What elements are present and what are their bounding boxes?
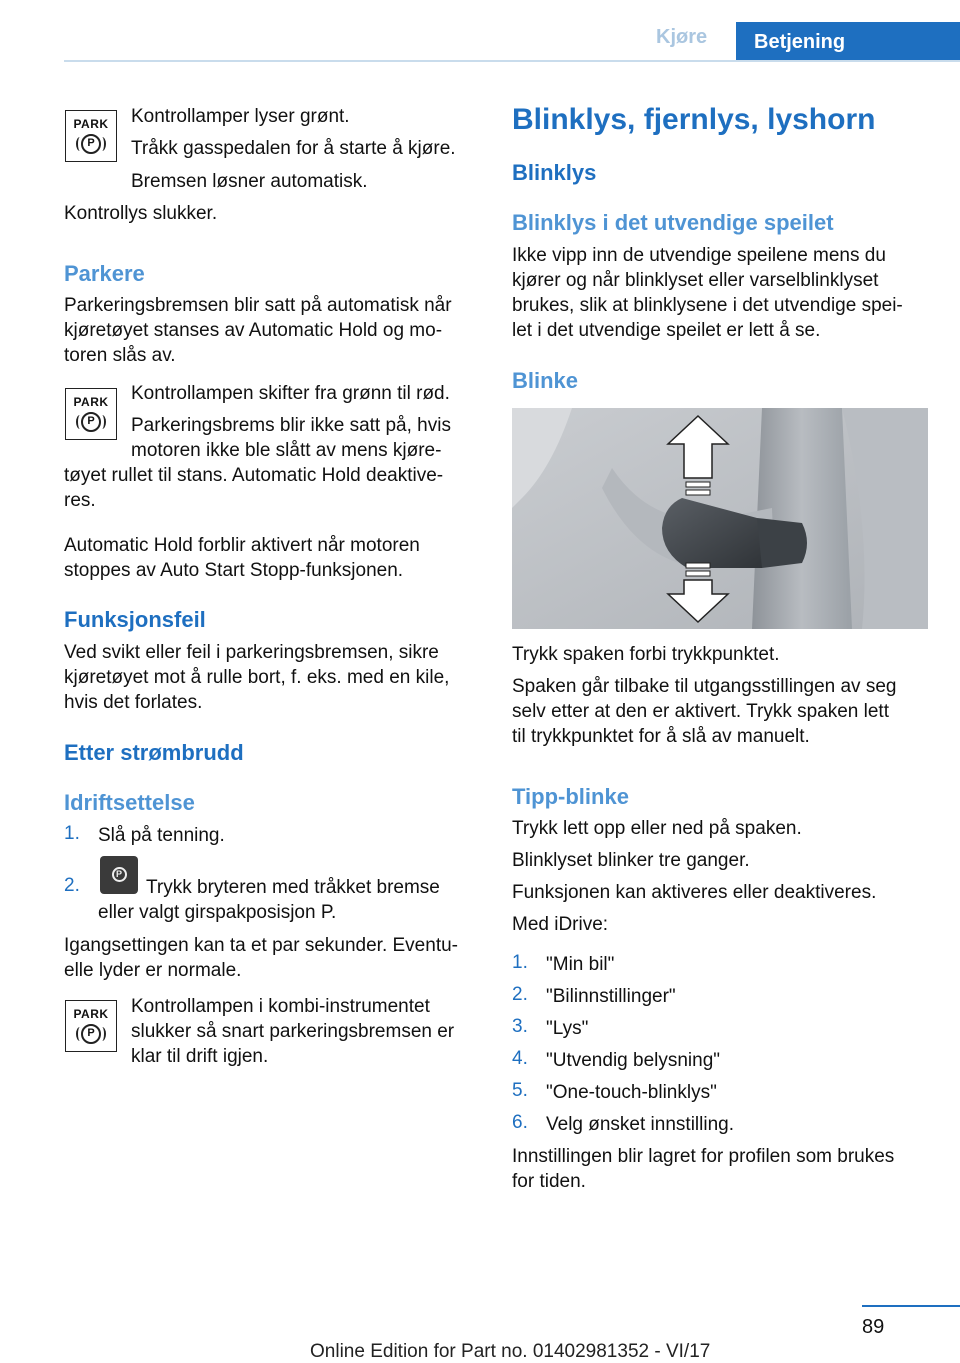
igang-line1: Igangsettingen kan ta et par sekunder. Eventu‐ (64, 935, 458, 956)
menu-step-text: "One-touch-blinklys" (546, 1082, 717, 1103)
step-number: 1. (64, 823, 80, 844)
tipp-line3: Funksjonen kan aktiveres eller deaktiveres. (512, 882, 877, 903)
icon2-cont2: res. (64, 490, 96, 511)
speilet-line1: Ikke vipp inn de utvendige speilene mens du (512, 245, 886, 266)
icon2-cont1: tøyet rullet til stans. Automatic Hold deaktive‐ (64, 465, 444, 486)
menu-step-text: "Bilinnstillinger" (546, 986, 676, 1007)
tab-kjore[interactable]: Kjøre (656, 26, 708, 48)
menu-step-number: 6. (512, 1112, 528, 1133)
spaken-line2: selv etter at den er aktivert. Trykk spaken lett (512, 701, 889, 722)
parkere-line2: kjøretøyet stanses av Automatic Hold og mo‐ (64, 320, 443, 341)
icon2-line3: motoren ikke ble slått av mens kjøre‐ (131, 440, 442, 461)
icon2-line1: Kontrollampen skifter fra grønn til rød. (131, 383, 450, 404)
menu-step-text: Velg ønsket innstilling. (546, 1114, 734, 1135)
step-text: Slå på tenning. (98, 825, 225, 846)
funksjonsfeil-line1: Ved svikt eller feil i parkeringsbremsen, sikre (64, 642, 439, 663)
parkere-line1: Parkeringsbremsen blir satt på automatisk når (64, 295, 452, 316)
icon1-line2: Tråkk gasspedalen for å starte å kjøre. (131, 138, 456, 159)
parkere-line3: toren slås av. (64, 345, 176, 366)
trykk-text: Trykk spaken forbi trykkpunktet. (512, 644, 780, 665)
edition-footer: Online Edition for Part no. 01402981352 - VI/17 (310, 1341, 711, 1362)
icon1-line1: Kontrollamper lyser grønt. (131, 106, 350, 127)
autohold-line2: stoppes av Auto Start Stopp-funksjonen. (64, 560, 404, 581)
blinklys-heading: Blinklys (512, 160, 597, 185)
step-text-cont: eller valgt girspakposisjon P. (98, 902, 337, 923)
kontrollys-text: Kontrollys slukker. (64, 203, 218, 224)
tipp-blinke-heading: Tipp-blinke (512, 784, 629, 809)
menu-step-number: 2. (512, 984, 528, 1005)
menu-step-text: "Lys" (546, 1018, 589, 1039)
spaken-line3: til trykkpunktet for å slå av manuelt. (512, 726, 810, 747)
icon2-line2: Parkeringsbrems blir ikke satt på, hvis (131, 415, 451, 436)
tipp-line1: Trykk lett opp eller ned på spaken. (512, 818, 802, 839)
park-brake-icon: PARK P (65, 110, 117, 162)
funksjonsfeil-line3: hvis det forlates. (64, 692, 203, 713)
innst-line2: for tiden. (512, 1171, 586, 1192)
tab-betjening[interactable]: Betjening (736, 22, 960, 62)
main-section-title: Blinklys, fjernlys, lyshorn (512, 103, 876, 136)
page-number: 89 (862, 1316, 885, 1338)
parking-brake-button-icon: P (100, 856, 138, 894)
turn-signal-stalk-illustration (512, 408, 928, 629)
step-text: Trykk bryteren med tråkket bremse (146, 877, 440, 898)
etter-strombrudd-heading: Etter strømbrudd (64, 740, 244, 765)
blinke-heading: Blinke (512, 368, 579, 393)
menu-step-number: 5. (512, 1080, 528, 1101)
menu-step-text: "Min bil" (546, 954, 615, 975)
menu-step-number: 3. (512, 1016, 528, 1037)
parkere-heading: Parkere (64, 261, 145, 286)
funksjonsfeil-line2: kjøretøyet mot å rulle bort, f. eks. med en kile, (64, 667, 450, 688)
spaken-line1: Spaken går tilbake til utgangsstillingen av seg (512, 676, 897, 697)
tipp-line2: Blinklyset blinker tre ganger. (512, 850, 750, 871)
speilet-line4: let i det utvendige speilet er lett å se. (512, 320, 821, 341)
igang-line2: elle lyder er normale. (64, 960, 242, 981)
icon3-line2: slukker så snart parkeringsbremsen er (131, 1021, 455, 1042)
menu-step-number: 4. (512, 1048, 528, 1069)
menu-step-number: 1. (512, 952, 528, 973)
park-brake-icon: PARK P (65, 388, 117, 440)
icon1-line3: Bremsen løsner automatisk. (131, 171, 368, 192)
park-brake-icon: PARK P (65, 1000, 117, 1052)
speilet-line3: brukes, slik at blinklysene i det utvendige spei‐ (512, 295, 903, 316)
step-number: 2. (64, 875, 80, 896)
header-divider (64, 60, 960, 62)
autohold-line1: Automatic Hold forblir aktivert når motoren (64, 535, 420, 556)
icon3-line1: Kontrollampen i kombi-instrumentet (131, 996, 430, 1017)
tipp-line4: Med iDrive: (512, 914, 609, 935)
menu-step-text: "Utvendig belysning" (546, 1050, 721, 1071)
innst-line1: Innstillingen blir lagret for profilen som brukes (512, 1146, 895, 1167)
speilet-heading: Blinklys i det utvendige speilet (512, 210, 834, 235)
icon3-line3: klar til drift igjen. (131, 1046, 269, 1067)
footer-divider (862, 1305, 960, 1307)
idriftsettelse-heading: Idriftsettelse (64, 790, 195, 815)
speilet-line2: kjører og når blinklyset eller varselblinklyset (512, 270, 879, 291)
funksjonsfeil-heading: Funksjonsfeil (64, 607, 206, 632)
